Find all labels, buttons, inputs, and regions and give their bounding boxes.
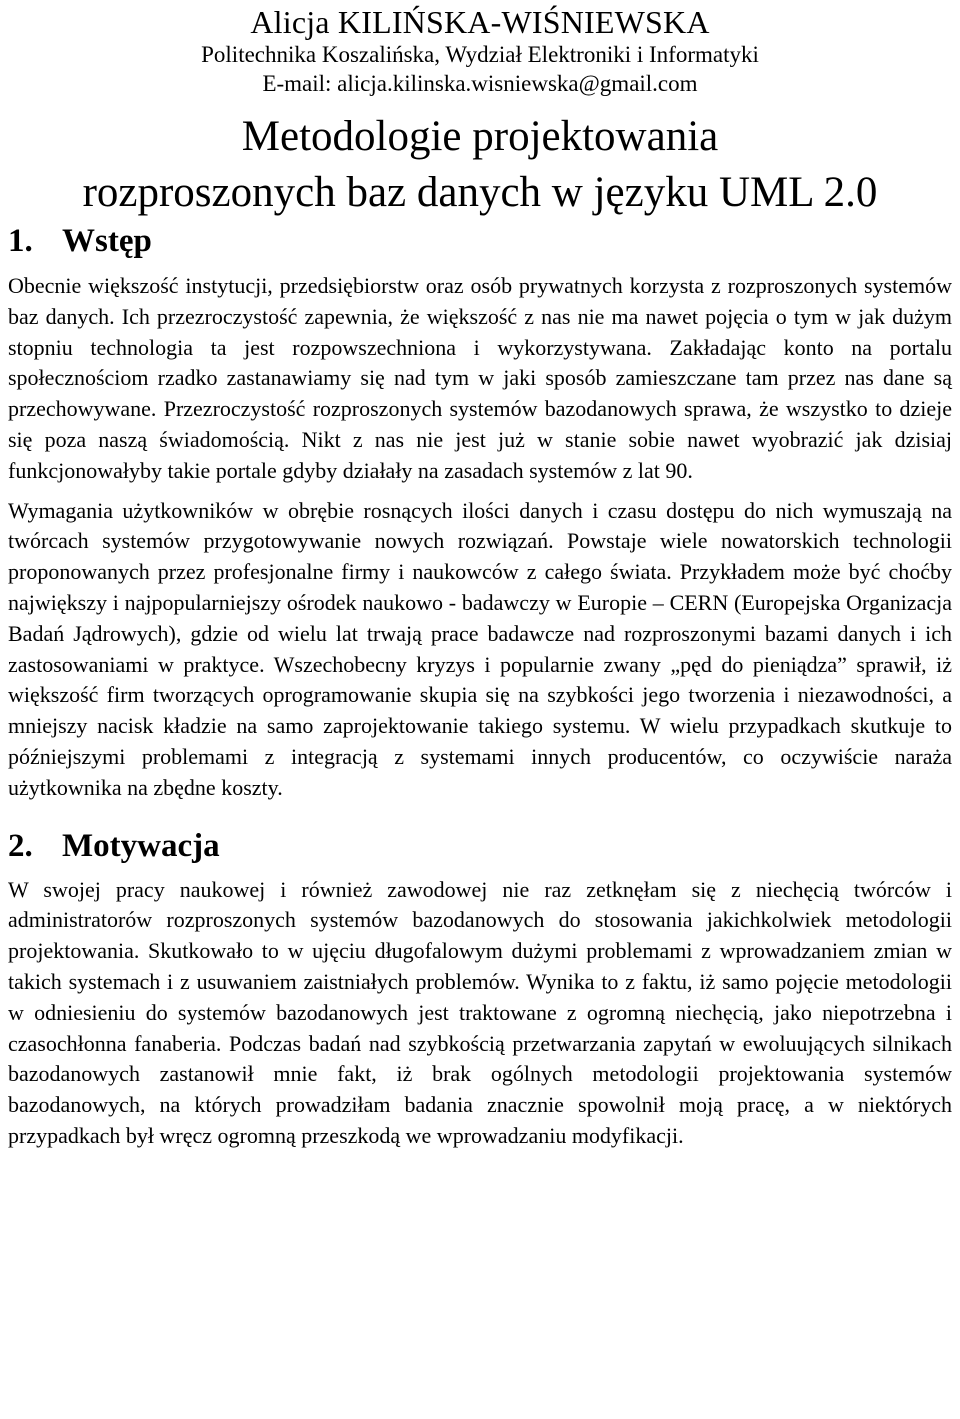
section-number: 1. xyxy=(8,223,33,259)
section-title: Wstęp xyxy=(62,223,152,259)
section-title: Motywacja xyxy=(62,827,220,864)
paragraph-motivation-1: W swojej pracy naukowej i również zawodowej nie raz zetknęłam się z niechęcią twórców i administratorów rozproszonych systemów bazodanowych do stosowania jakichkolwiek metodologii projektowania. Skutkowało to w ujęciu długofalowym dużymi problemami z wprowadzaniem zmian w takich systemach i z usuwaniem zaistniałych problemów. Wynika to z faktu, iż samo pojęcie metodologii w odniesieniu do systemów bazodanowych jest traktowane z ogromną niechęcią, jako niepotrzebna i czasochłonna fanaberia. Podczas badań nad szybkością przetwarzania zapytań w ewoluujących silnikach bazodanowych zastanowił mnie fakt, iż brak ogólnych metodologii projektowania systemów bazodanowych, na których prowadziłam badania znacznie spowolnił moją pracę, a w niektórych przypadkach był wręcz ogromną przeszkodą we wprowadzaniu modyfikacji. xyxy=(8,876,952,1148)
section-heading-wstep xyxy=(6,221,954,261)
author-email: E-mail: alicja.kilinska.wisniewska@gmail.com xyxy=(262,71,698,96)
section-heading-motywacja xyxy=(6,826,954,866)
paper-title-line-2: rozproszonych baz danych w języku UML 2.0 xyxy=(82,169,878,216)
paragraph-intro-2: Wymagania użytkowników w obrębie rosnących ilości danych i czasu dostępu do nich wymuszają na twórcach systemów przygotowywanie nowych rozwiązań. Powstaje wiele nowatorskich technologii proponowanych przez profesjonalne firmy i naukowców z całego świata. Przykładem może być choćby największy i najpopularniejszy ośrodek naukowo - badawczy w Europie – CERN (Europejska Organizacja Badań Jądrowych), gdzie od wielu lat trwają prace badawcze nad rozproszonymi bazami danych i ich zastosowaniami w praktyce. Wszechobecny kryzys i popularnie zwany „pęd do pieniądza” sprawił, iż większość firm tworzących oprogramowanie skupia się na szybkości jego tworzenia i niezawodności, a mniejszy nacisk kładzie na samo zaprojektowanie takiego systemu. W wielu przypadkach skutkuje to późniejszymi problemami z integracją z systemami innych producentów, co oczywiście naraża użytkownika na zbędne koszty. xyxy=(8,497,952,800)
paragraph-intro-1: Obecnie większość instytucji, przedsiębiorstw oraz osób prywatnych korzysta z rozproszonych systemów baz danych. Ich przezroczystość zapewnia, że większość z nas nie ma nawet pojęcia o tym w jak dużym stopniu technologia ta jest rozpowszechniona i wykorzystywana. Zakładając konto na portalu społecznościom rzadko zastanawiamy się nad tym w jaki sposób zamieszczane tam przez nas dane są przechowywane. Przezroczystość rozproszonych systemów bazodanowych sprawa, że wszystko to dzieje się poza naszą świadomością. Nikt z nas nie jest już w stanie sobie nawet wyobrazić jak dzisiaj funkcjonowałyby takie portale gdyby działały na zasadach systemów z lat 90. xyxy=(8,273,952,483)
affiliation: Politechnika Koszalińska, Wydział Elektroniki i Informatyki xyxy=(201,42,759,67)
section-number: 2. xyxy=(8,827,33,864)
paper-title-line-1: Metodologie projektowania xyxy=(241,113,719,160)
author-name: Alicja KILIŃSKA-WIŚNIEWSKA xyxy=(250,4,710,40)
paper-title xyxy=(6,109,954,221)
